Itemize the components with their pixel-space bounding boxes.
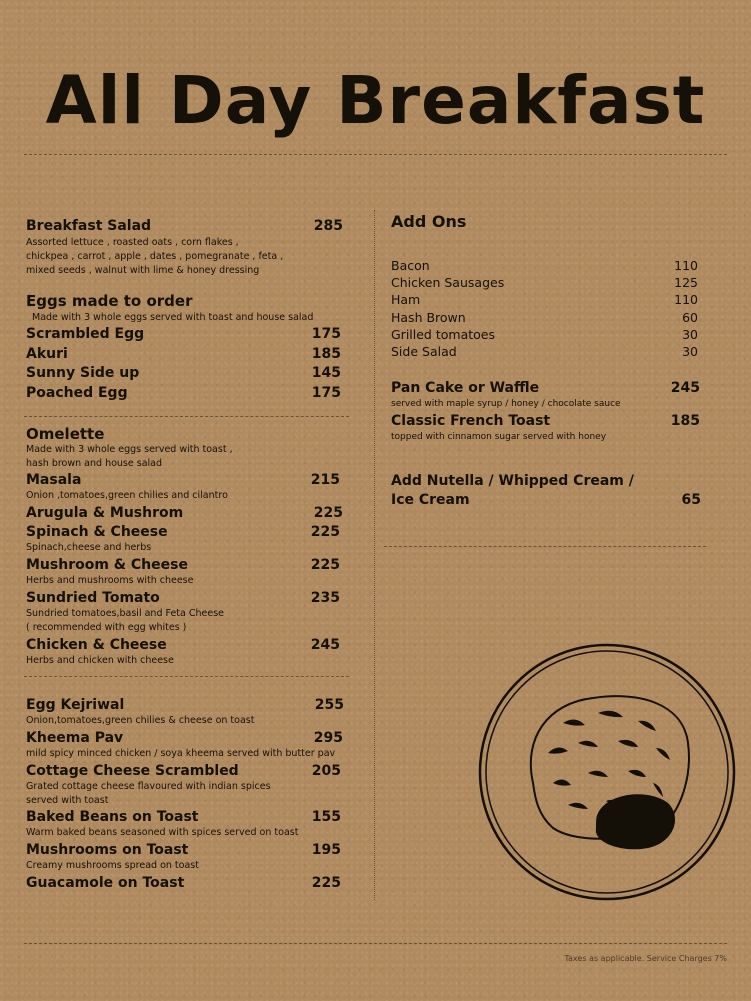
addon-hash-brown: [391, 310, 698, 326]
item-price: 110: [674, 258, 698, 273]
item-description: Onion ,tomatoes,green chilies and cilantro: [26, 490, 228, 501]
section-heading-add-ons: Add Ons: [391, 212, 467, 231]
item-name: Bacon: [391, 258, 430, 273]
section-heading-eggs: Eggs made to order: [26, 292, 193, 310]
item-name: Chicken Sausages: [391, 275, 505, 290]
item-price: 225: [313, 505, 343, 521]
item-name: Ham: [391, 292, 421, 307]
divider-bottom: [24, 943, 727, 944]
divider-left-1: [24, 416, 349, 417]
addon-ham: [391, 292, 698, 308]
item-name: Sunny Side up: [26, 365, 140, 381]
menu-item-mushroom-cheese: [26, 557, 340, 591]
divider-right: [384, 546, 706, 547]
item-price: 285: [313, 218, 343, 234]
menu-item-sunny-side-up: [26, 365, 341, 383]
item-price: 245: [310, 637, 340, 653]
item-price: 215: [310, 472, 340, 488]
item-price: 175: [311, 326, 341, 342]
menu-item-breakfast-salad: [26, 218, 343, 278]
item-name: Spinach & Cheese: [26, 524, 168, 540]
item-description: Spinach,cheese and herbs: [26, 542, 152, 553]
section-heading-omelette: Omelette: [26, 425, 105, 443]
item-name: Cottage Cheese Scrambled: [26, 763, 239, 779]
menu-item-arugula-mushrom: [26, 505, 343, 523]
item-name: Poached Egg: [26, 385, 128, 401]
divider-top: [24, 154, 727, 155]
item-price: 225: [310, 524, 340, 540]
menu-item-pan-cake-or-waffle: [391, 380, 700, 414]
item-name: Baked Beans on Toast: [26, 809, 199, 825]
menu-item-baked-beans-on-toast: [26, 809, 341, 843]
section-description-eggs: Made with 3 whole eggs served with toast and house salad: [32, 312, 314, 323]
item-name: Kheema Pav: [26, 730, 124, 746]
item-description: Grated cottage cheese flavoured with indian spices served with toast: [26, 781, 271, 806]
item-price: 245: [670, 380, 700, 396]
item-name: Chicken & Cheese: [26, 637, 167, 653]
item-name: Mushrooms on Toast: [26, 842, 189, 858]
item-price: 30: [682, 327, 698, 342]
item-price: 155: [311, 809, 341, 825]
menu-item-kheema-pav: [26, 730, 343, 764]
item-name: Scrambled Egg: [26, 326, 145, 342]
item-name: Sundried Tomato: [26, 590, 160, 606]
item-name: Guacamole on Toast: [26, 875, 185, 891]
item-price: 205: [311, 763, 341, 779]
menu-title: All Day Breakfast: [45, 62, 706, 139]
item-description: Warm baked beans seasoned with spices served on toast: [26, 827, 299, 838]
addon-grilled-tomatoes: [391, 327, 698, 343]
item-price: 125: [674, 275, 698, 290]
section-description-omelette: Made with 3 whole eggs served with toast , hash brown and house salad: [26, 444, 233, 469]
item-price: 185: [670, 413, 700, 429]
item-name: Masala: [26, 472, 82, 488]
item-description: mild spicy minced chicken / soya kheema served with butter pav: [26, 748, 336, 759]
menu-item-akuri: [26, 346, 341, 364]
menu-item-masala: [26, 472, 340, 506]
addon-side-salad: [391, 344, 698, 360]
menu-item-scrambled-egg: [26, 326, 341, 344]
item-name: Breakfast Salad: [26, 218, 152, 234]
addon-bacon: [391, 258, 698, 274]
item-description: Sundried tomatoes,basil and Feta Cheese ( recommended with egg whites ): [26, 608, 224, 633]
item-price: 225: [310, 557, 340, 573]
item-name: Side Salad: [391, 344, 457, 359]
item-price: 295: [313, 730, 343, 746]
item-price: 175: [311, 385, 341, 401]
item-price: 60: [682, 310, 698, 325]
menu-item-chicken-cheese: [26, 637, 340, 671]
menu-item-poached-egg: [26, 385, 341, 403]
menu-item-spinach-cheese: [26, 524, 340, 558]
item-price: 195: [311, 842, 341, 858]
item-price: 185: [311, 346, 341, 362]
item-price: 65: [681, 492, 701, 508]
item-description: topped with cinnamon sugar served with honey: [391, 432, 607, 442]
item-name: Pan Cake or Waffle: [391, 380, 540, 396]
item-description: Herbs and mushrooms with cheese: [26, 575, 194, 586]
item-price: 235: [310, 590, 340, 606]
column-divider: [374, 210, 375, 900]
plate-illustration: [478, 643, 736, 901]
item-name: Classic French Toast: [391, 413, 551, 429]
menu-item-add-nutella-whipped-cream-ice-cream: [391, 473, 701, 513]
menu-item-mushrooms-on-toast: [26, 842, 341, 876]
item-name: Egg Kejriwal: [26, 697, 125, 713]
menu-item-sundried-tomato: [26, 590, 340, 638]
item-name: Akuri: [26, 346, 68, 362]
item-name: Mushroom & Cheese: [26, 557, 188, 573]
divider-left-2: [24, 676, 349, 677]
item-name: Hash Brown: [391, 310, 466, 325]
item-name-line-2: Ice Cream: [391, 492, 470, 508]
menu-item-guacamole-on-toast: [26, 875, 341, 893]
item-price: 225: [311, 875, 341, 891]
item-price: 30: [682, 344, 698, 359]
item-description: Assorted lettuce , roasted oats , corn flakes , chickpea , carrot , apple , dates , pomegranate , feta , mixed seeds , walnut with lime & honey dressing: [26, 237, 284, 276]
menu-item-egg-kejriwal: [26, 697, 344, 731]
item-name-line-1: Add Nutella / Whipped Cream /: [391, 473, 634, 489]
item-description: Creamy mushrooms spread on toast: [26, 860, 199, 871]
item-description: served with maple syrup / honey / chocolate sauce: [391, 399, 621, 409]
menu-item-classic-french-toast: [391, 413, 700, 447]
footer-tax-note: Taxes as applicable. Service Charges 7%: [564, 954, 727, 963]
item-description: Onion,tomatoes,green chilies & cheese on toast: [26, 715, 255, 726]
menu-item-cottage-cheese-scrambled: [26, 763, 341, 811]
item-name: Arugula & Mushrom: [26, 505, 184, 521]
item-price: 145: [311, 365, 341, 381]
item-description: Herbs and chicken with cheese: [26, 655, 174, 666]
addon-chicken-sausages: [391, 275, 698, 291]
item-price: 110: [674, 292, 698, 307]
item-name: Grilled tomatoes: [391, 327, 495, 342]
item-price: 255: [314, 697, 344, 713]
